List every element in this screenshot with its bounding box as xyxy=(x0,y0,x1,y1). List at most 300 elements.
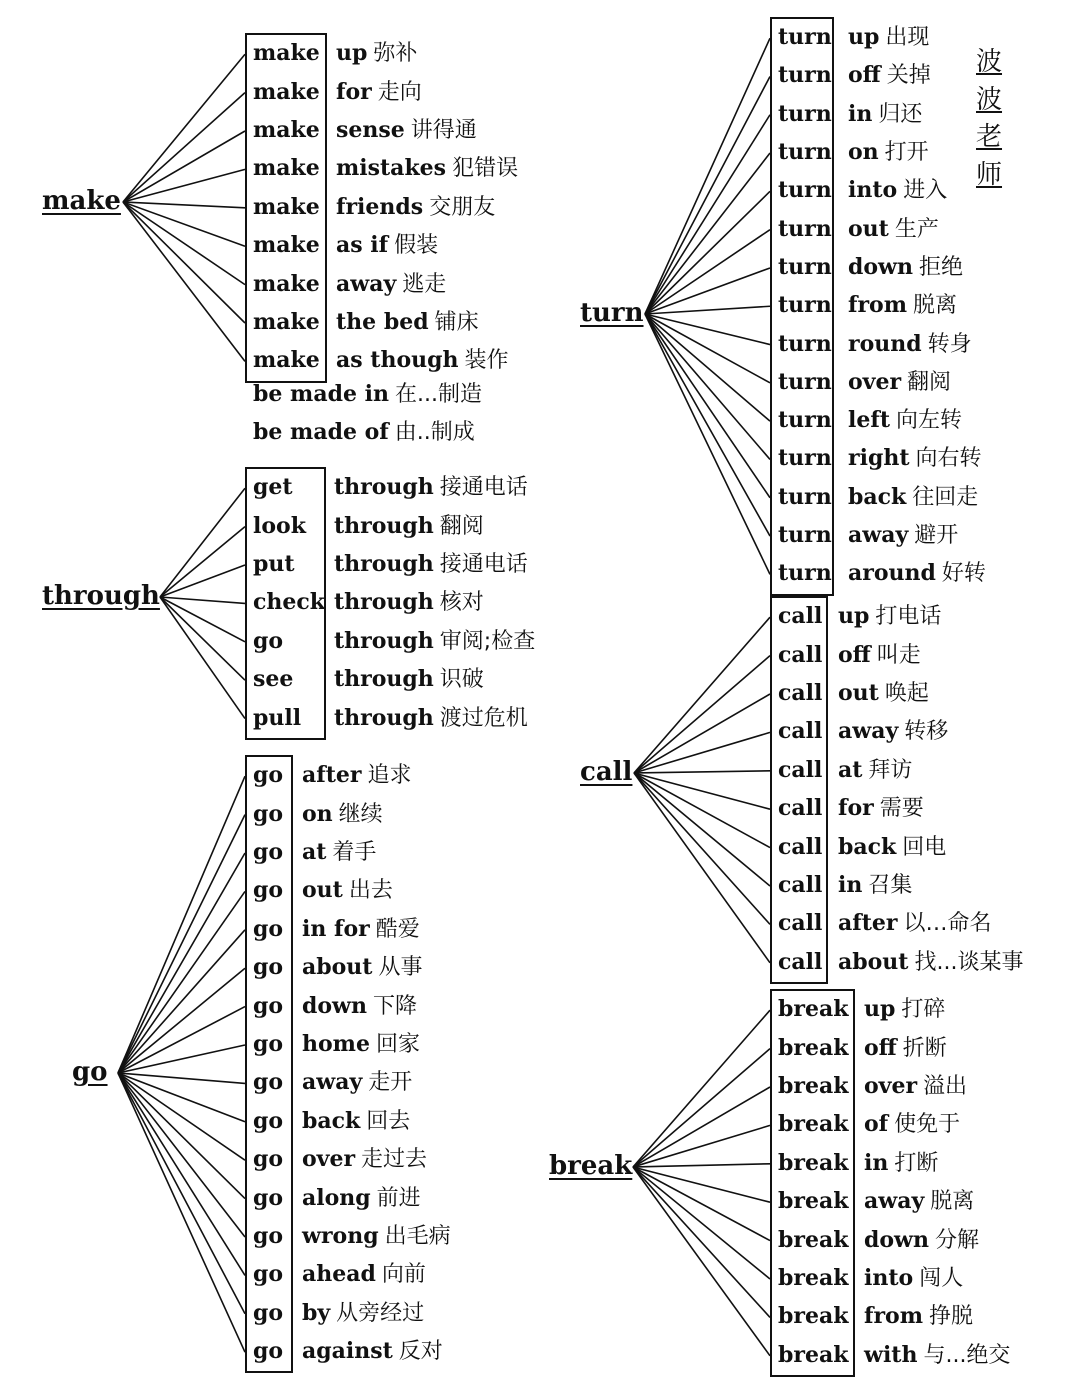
make-phrase-3 xyxy=(336,157,518,180)
go-verb-2: go xyxy=(253,839,284,865)
phrase-meaning: 讲得通 xyxy=(410,118,477,143)
turn-verb-8: turn xyxy=(778,330,832,357)
phrase-particle: off xyxy=(848,62,881,89)
phrase-particle: over xyxy=(864,1073,918,1099)
phrase-particle: in xyxy=(838,872,863,898)
call-phrase-5 xyxy=(838,797,924,820)
call-phrase-6 xyxy=(838,833,947,860)
go-verb-0: go xyxy=(253,762,284,789)
go-phrase-5 xyxy=(302,956,422,979)
phrase-meaning: 脱离 xyxy=(913,293,958,319)
break-verb-3: break xyxy=(778,1111,849,1138)
signature-char: 波 xyxy=(976,84,1003,115)
go-phrase-7 xyxy=(302,1033,420,1056)
phrase-meaning: 出去 xyxy=(348,878,393,904)
go-phrase-9 xyxy=(302,1107,411,1134)
through-verb-1: look xyxy=(253,512,306,539)
turn-verb-6: turn xyxy=(778,253,832,280)
phrase-meaning: 进入 xyxy=(903,178,948,204)
call-phrase-3 xyxy=(838,720,948,743)
phrase-meaning: 接通电话 xyxy=(439,552,528,577)
phrase-particle: out xyxy=(848,215,889,242)
go-verb-8: go xyxy=(253,1069,284,1096)
phrase-particle: from xyxy=(848,292,908,319)
phrase-particle: back xyxy=(838,833,897,860)
phrase-particle: through xyxy=(334,589,434,616)
turn-phrase-6 xyxy=(848,253,964,280)
phrase-meaning: 关掉 xyxy=(886,63,931,89)
call-hub-label: call xyxy=(580,757,633,787)
phrase-meaning: 弥补 xyxy=(373,41,418,67)
turn-verb-5: turn xyxy=(778,215,832,242)
phrase-particle: over xyxy=(848,368,902,395)
turn-phrase-5 xyxy=(848,215,939,242)
phrase-particle: from xyxy=(864,1303,924,1330)
phrase-meaning: 与...绝交 xyxy=(923,1342,1011,1368)
through-phrase-5 xyxy=(334,668,484,691)
phrase-particle: off xyxy=(838,641,871,668)
call-verb-1: call xyxy=(778,641,823,668)
phrase-meaning: 脱离 xyxy=(930,1189,975,1215)
through-phrase-0 xyxy=(334,476,528,499)
call-phrase-8 xyxy=(838,912,991,935)
go-phrase-2 xyxy=(302,841,376,864)
call-verb-7: call xyxy=(778,872,823,898)
phrase-particle: through xyxy=(334,512,434,539)
call-connector-line xyxy=(634,732,770,773)
phrase-meaning: 从事 xyxy=(378,955,423,981)
phrase-particle: in xyxy=(864,1149,889,1176)
phrase-meaning: 下降 xyxy=(373,993,418,1019)
phrase-particle: left xyxy=(848,407,890,434)
phrase-meaning: 反对 xyxy=(398,1339,443,1365)
phrase-meaning: 走向 xyxy=(377,79,422,105)
call-phrase-7 xyxy=(838,874,912,897)
go-verb-13: go xyxy=(253,1261,284,1288)
through-phrase-3 xyxy=(334,591,484,614)
make-phrase-6 xyxy=(336,270,447,297)
phrase-meaning: 追求 xyxy=(367,763,412,789)
go-verb-14: go xyxy=(253,1299,284,1326)
make-connector-line xyxy=(123,54,245,202)
go-phrase-14 xyxy=(302,1299,425,1326)
signature-char: 师 xyxy=(976,160,1003,191)
phrase-particle: in for xyxy=(302,915,370,942)
through-connector-line xyxy=(160,597,245,719)
phrase-meaning: 出现 xyxy=(885,25,930,51)
phrase-particle: out xyxy=(302,877,343,904)
break-phrase-5 xyxy=(864,1190,974,1213)
go-verb-7: go xyxy=(253,1031,284,1057)
phrase-meaning: 回家 xyxy=(375,1032,420,1057)
phrase-meaning: 交朋友 xyxy=(429,194,496,220)
phrase-particle: round xyxy=(848,330,922,357)
break-connector-line xyxy=(633,1164,770,1167)
go-phrase-6 xyxy=(302,992,418,1019)
phrase-particle: at xyxy=(302,839,327,865)
phrase-particle: right xyxy=(848,445,910,472)
through-connector-line xyxy=(160,597,245,642)
phrase-meaning: 从旁经过 xyxy=(336,1300,425,1326)
phrase-particle: through xyxy=(334,551,434,577)
phrase-meaning: 打碎 xyxy=(901,997,946,1023)
turn-phrase-0 xyxy=(848,26,929,49)
make-phrase-2 xyxy=(336,119,477,142)
turn-phrase-4 xyxy=(848,179,947,202)
through-phrase-6 xyxy=(334,704,528,731)
phrase-particle: over xyxy=(302,1146,356,1173)
turn-phrase-1 xyxy=(848,64,931,87)
call-phrase-9 xyxy=(838,948,1024,975)
go-verb-1: go xyxy=(253,800,284,827)
make-verb-1: make xyxy=(253,78,320,105)
phrase-particle: up xyxy=(336,40,368,67)
phrase-particle: up xyxy=(864,996,896,1023)
break-verb-6: break xyxy=(778,1226,849,1253)
turn-verb-3: turn xyxy=(778,139,832,166)
through-connector-line xyxy=(160,527,245,597)
make-phrase-4 xyxy=(336,193,496,220)
phrase-particle: away xyxy=(848,522,909,549)
turn-phrase-12 xyxy=(848,483,979,510)
call-connector-line xyxy=(634,771,770,773)
break-verb-8: break xyxy=(778,1303,849,1330)
go-phrase-10 xyxy=(302,1148,427,1171)
phrase-meaning: 溢出 xyxy=(923,1074,968,1099)
phrase-meaning: 避开 xyxy=(914,523,959,549)
turn-connector-line xyxy=(645,314,770,459)
go-connector-line xyxy=(118,1073,245,1083)
call-verb-9: call xyxy=(778,948,823,975)
phrase-particle: back xyxy=(848,483,907,510)
go-connector-line xyxy=(118,968,245,1073)
phrase-meaning: 转身 xyxy=(927,331,972,357)
go-verb-6: go xyxy=(253,992,284,1019)
break-phrase-4 xyxy=(864,1149,939,1176)
through-phrase-2 xyxy=(334,553,528,576)
break-connector-line xyxy=(633,1049,770,1167)
go-phrase-8 xyxy=(302,1071,412,1094)
call-phrase-4 xyxy=(838,756,913,783)
turn-verb-4: turn xyxy=(778,177,832,204)
phrase-meaning: 回电 xyxy=(902,834,947,860)
turn-connector-line xyxy=(645,314,770,574)
phrase-meaning: 找...谈某事 xyxy=(914,949,1024,975)
break-verb-1: break xyxy=(778,1034,849,1061)
phrase-particle: up xyxy=(848,24,880,51)
phrase-meaning: 拜访 xyxy=(868,757,913,783)
break-verb-7: break xyxy=(778,1265,849,1291)
phrase-particle: around xyxy=(848,560,936,587)
through-phrase-4 xyxy=(334,627,536,654)
call-verb-5: call xyxy=(778,795,823,822)
break-connector-line xyxy=(633,1167,770,1241)
phrase-particle: along xyxy=(302,1184,371,1211)
phrase-meaning: 闯人 xyxy=(919,1266,964,1291)
turn-phrase-10 xyxy=(848,409,962,432)
turn-phrase-2 xyxy=(848,100,923,127)
go-connector-line xyxy=(118,891,245,1073)
phrase-particle: into xyxy=(864,1265,914,1291)
call-verb-0: call xyxy=(778,603,823,630)
turn-verb-7: turn xyxy=(778,292,832,319)
make-connector-line xyxy=(123,131,245,202)
phrase-particle: away xyxy=(336,270,397,297)
turn-hub-label: turn xyxy=(580,298,644,328)
make-phrase-0 xyxy=(336,42,417,65)
go-connector-line xyxy=(118,930,245,1073)
phrase-meaning: 犯错误 xyxy=(452,156,519,182)
break-connector-line xyxy=(633,1087,770,1167)
go-hub-label: go xyxy=(72,1057,108,1087)
phrase-meaning: 以…命名 xyxy=(903,911,992,937)
phrase-particle: wrong xyxy=(302,1223,379,1249)
make-phrase-5 xyxy=(336,234,438,257)
break-verb-5: break xyxy=(778,1188,849,1215)
phrase-meaning: 装作 xyxy=(464,348,509,374)
phrase-meaning: 酷爱 xyxy=(375,916,420,942)
break-phrase-2 xyxy=(864,1075,967,1098)
phrase-particle: through xyxy=(334,704,434,731)
through-connector-line xyxy=(160,597,245,680)
phrase-meaning: 使免于 xyxy=(894,1112,961,1138)
through-connector-line xyxy=(160,597,245,603)
make-verb-2: make xyxy=(253,117,320,143)
phrase-meaning: 折断 xyxy=(902,1035,947,1061)
make-connector-line xyxy=(123,202,245,323)
phrase-meaning: 走过去 xyxy=(361,1147,428,1173)
phrase-particle: as if xyxy=(336,232,389,259)
call-phrase-2 xyxy=(838,682,929,705)
go-connector-line xyxy=(118,1045,245,1073)
phrase-particle: down xyxy=(864,1226,929,1253)
make-phrase-8 xyxy=(336,349,509,372)
extra-phrase: be made of xyxy=(253,419,389,446)
make-verb-6: make xyxy=(253,270,320,297)
call-connector-line xyxy=(634,656,770,773)
through-hub-label: through xyxy=(42,581,160,611)
phrase-meaning: 打电话 xyxy=(875,604,942,630)
phrase-meaning: 接通电话 xyxy=(439,475,528,501)
phrase-particle: through xyxy=(334,666,434,693)
phrase-particle: by xyxy=(302,1299,331,1326)
phrase-meaning: 需要 xyxy=(879,796,924,822)
phrase-particle: through xyxy=(334,474,434,501)
go-phrase-0 xyxy=(302,764,411,787)
break-hub-label: break xyxy=(549,1151,633,1181)
phrase-particle: friends xyxy=(336,193,424,220)
phrase-particle: at xyxy=(838,756,863,783)
phrase-meaning: 回去 xyxy=(366,1108,411,1134)
break-phrase-3 xyxy=(864,1113,960,1136)
go-phrase-4 xyxy=(302,915,420,942)
phrase-meaning: 识破 xyxy=(439,667,484,693)
turn-connector-line xyxy=(645,191,770,314)
extra-phrase: be made in xyxy=(253,381,389,407)
break-phrase-9 xyxy=(864,1341,1011,1368)
make-verb-8: make xyxy=(253,347,320,374)
go-verb-10: go xyxy=(253,1146,284,1173)
turn-phrase-3 xyxy=(848,141,929,164)
phrase-meaning: 向左转 xyxy=(895,408,962,434)
call-phrase-1 xyxy=(838,641,921,668)
turn-verb-12: turn xyxy=(778,483,832,510)
turn-verb-9: turn xyxy=(778,368,832,395)
go-verb-4: go xyxy=(253,915,284,942)
phrase-meaning: 出毛病 xyxy=(384,1224,451,1249)
call-connector-line xyxy=(634,694,770,773)
break-verb-4: break xyxy=(778,1149,849,1176)
phrase-particle: down xyxy=(848,253,913,280)
phrase-meaning: 假装 xyxy=(394,233,439,259)
call-connector-line xyxy=(634,773,770,809)
phrase-particle: on xyxy=(848,139,879,166)
phrase-meaning: 召集 xyxy=(868,873,913,898)
go-verb-15: go xyxy=(253,1338,284,1365)
phrase-meaning: 前进 xyxy=(376,1185,421,1211)
phrase-particle: for xyxy=(336,78,372,105)
phrase-particle: away xyxy=(302,1069,363,1096)
phrase-meaning: 走开 xyxy=(368,1070,413,1096)
turn-verb-10: turn xyxy=(778,407,832,434)
go-phrase-11 xyxy=(302,1184,421,1211)
phrase-particle: about xyxy=(838,948,909,975)
turn-verb-2: turn xyxy=(778,100,832,127)
make-verb-3: make xyxy=(253,155,320,182)
go-verb-5: go xyxy=(253,954,284,981)
teacher-signature xyxy=(976,44,1006,195)
break-phrase-1 xyxy=(864,1034,947,1061)
phrase-meaning: 渡过危机 xyxy=(439,705,528,731)
call-verb-4: call xyxy=(778,756,823,783)
call-verb-3: call xyxy=(778,718,823,745)
phrase-meaning: 铺床 xyxy=(434,310,479,335)
call-connector-line xyxy=(634,773,770,963)
phrase-particle: in xyxy=(848,100,873,127)
break-connector-line xyxy=(633,1125,770,1167)
through-verb-2: put xyxy=(253,551,295,577)
phrase-meaning: 逃走 xyxy=(402,271,447,297)
phrase-meaning: 挣脱 xyxy=(929,1304,974,1330)
phrase-meaning: 归还 xyxy=(878,101,923,127)
extra-meaning: 在...制造 xyxy=(394,382,482,407)
through-verb-5: see xyxy=(253,666,294,693)
phrase-meaning: 打断 xyxy=(894,1150,939,1176)
make-extra-1 xyxy=(253,421,475,444)
make-connector-line xyxy=(123,202,245,285)
go-phrase-1 xyxy=(302,800,383,827)
turn-phrase-7 xyxy=(848,294,957,317)
turn-verb-14: turn xyxy=(778,560,832,587)
call-verb-6: call xyxy=(778,833,823,860)
phrase-particle: the bed xyxy=(336,309,429,335)
break-connector-line xyxy=(633,1010,770,1167)
turn-phrase-14 xyxy=(848,562,986,585)
call-verb-2: call xyxy=(778,680,823,706)
make-phrase-7 xyxy=(336,311,479,334)
break-verb-2: break xyxy=(778,1073,849,1099)
phrase-meaning: 核对 xyxy=(439,590,484,616)
through-verb-4: go xyxy=(253,627,284,654)
phrase-meaning: 好转 xyxy=(941,561,986,587)
turn-phrase-8 xyxy=(848,330,972,357)
turn-verb-13: turn xyxy=(778,522,832,549)
go-verb-11: go xyxy=(253,1184,284,1211)
phrase-meaning: 生产 xyxy=(894,216,939,242)
phrase-particle: against xyxy=(302,1338,393,1365)
turn-verb-0: turn xyxy=(778,24,832,51)
phrase-meaning: 向前 xyxy=(381,1262,426,1288)
phrase-meaning: 转移 xyxy=(904,719,949,745)
turn-phrase-13 xyxy=(848,524,958,547)
signature-char: 波 xyxy=(976,47,1003,77)
phrase-particle: through xyxy=(334,627,434,654)
through-phrase-1 xyxy=(334,512,484,539)
phrase-particle: home xyxy=(302,1031,370,1057)
turn-connector-line xyxy=(645,76,770,314)
go-connector-line xyxy=(118,815,245,1073)
go-connector-line xyxy=(118,1073,245,1314)
go-verb-9: go xyxy=(253,1107,284,1134)
make-verb-5: make xyxy=(253,232,320,259)
call-phrase-0 xyxy=(838,605,941,628)
phrase-particle: with xyxy=(864,1341,918,1368)
phrase-particle: off xyxy=(864,1034,897,1061)
phrase-meaning: 打开 xyxy=(884,140,929,166)
turn-verb-11: turn xyxy=(778,445,832,472)
phrase-particle: for xyxy=(838,795,874,822)
turn-phrase-11 xyxy=(848,447,982,470)
break-phrase-7 xyxy=(864,1267,963,1290)
phrase-meaning: 叫走 xyxy=(876,642,921,668)
signature-char: 老 xyxy=(976,122,1003,153)
phrase-particle: into xyxy=(848,177,898,204)
phrase-particle: ahead xyxy=(302,1261,376,1288)
phrase-particle: of xyxy=(864,1111,889,1138)
phrase-particle: up xyxy=(838,603,870,630)
call-connector-line xyxy=(634,773,770,848)
make-phrase-1 xyxy=(336,78,422,105)
through-verb-6: pull xyxy=(253,704,302,731)
go-phrase-13 xyxy=(302,1263,426,1286)
phrase-meaning: 唤起 xyxy=(884,681,929,706)
phrase-particle: away xyxy=(864,1188,925,1215)
call-connector-line xyxy=(634,617,770,773)
phrase-meaning: 往回走 xyxy=(912,484,979,510)
break-phrase-0 xyxy=(864,998,945,1021)
phrase-particle: after xyxy=(302,762,362,789)
phrase-particle: away xyxy=(838,718,899,745)
make-verb-4: make xyxy=(253,193,320,220)
go-phrase-15 xyxy=(302,1340,443,1363)
phrase-meaning: 着手 xyxy=(332,840,377,865)
go-phrase-3 xyxy=(302,879,393,902)
go-phrase-12 xyxy=(302,1225,451,1248)
break-phrase-8 xyxy=(864,1305,973,1328)
go-connector-line xyxy=(118,1073,245,1275)
turn-verb-1: turn xyxy=(778,62,832,89)
phrase-particle: down xyxy=(302,992,367,1019)
turn-connector-line xyxy=(645,115,770,314)
phrase-particle: sense xyxy=(336,117,405,143)
phrase-meaning: 翻阅 xyxy=(907,369,952,395)
phrase-particle: out xyxy=(838,680,879,706)
make-connector-line xyxy=(123,202,245,208)
make-verb-7: make xyxy=(253,309,320,335)
turn-connector-line xyxy=(645,314,770,536)
make-connector-line xyxy=(123,202,245,361)
call-connector-line xyxy=(634,773,770,924)
